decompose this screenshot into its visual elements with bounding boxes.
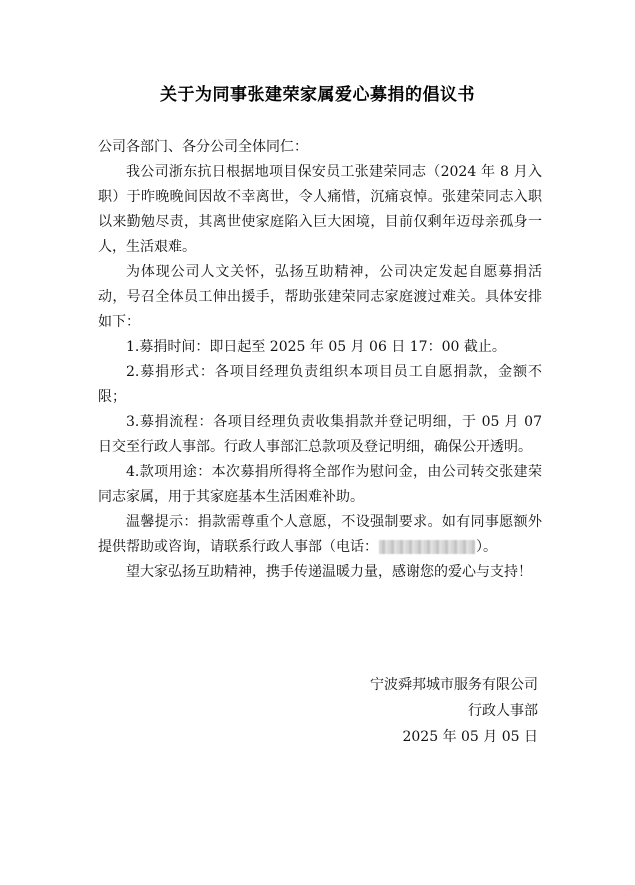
signature-date: 2025 年 05 月 05 日 [402, 729, 538, 745]
reminder [98, 510, 542, 560]
signature-company: 宁波舜邦城市服务有限公司 [370, 677, 538, 693]
signature-department: 行政人事部 [468, 703, 538, 719]
item-form: 2.募捐形式：各项目经理负责组织本项目员工自愿捐款，金额不限； [98, 364, 542, 405]
item-time: 1.募捐时间：即日起至 2025 年 05 月 06 日 17：00 截止。 [126, 339, 506, 355]
reminder-close: ）。 [476, 539, 497, 555]
paragraph-initiative: 为体现公司人文关怀，弘扬互助精神，公司决定发起自愿募捐活动，号召全体员工伸出援手，帮助张建荣同志家庭渡过难关。具体安排如下： [98, 264, 542, 330]
paragraph-intro: 我公司浙东抗日根据地项目保安员工张建荣同志（2024 年 8 月入职）于昨晚晚间因故不幸离世，令人痛惜，沉痛哀悼。张建荣同志入职以来勤勉尽责，其离世使家庭陷入巨大困境，目前仅剩年迈母亲孤身一人，生活艰难。 [98, 164, 542, 255]
redacted-phone [379, 540, 475, 554]
document-body [98, 135, 542, 585]
document-title: 关于为同事张建荣家属爱心募捐的倡议书 [160, 85, 475, 105]
item-process: 3.募捐流程：各项目经理负责收集捐款并登记明细，于 05 月 07 日交至行政人事部。行政人事部汇总款项及登记明细，确保公开透明。 [98, 414, 542, 455]
signature-block [370, 672, 538, 750]
greeting: 公司各部门、各分公司全体同仁： [98, 139, 308, 155]
reminder-text: 温馨提示：捐款需尊重个人意愿，不设强制要求。如有同事愿额外提供帮助或咨询，请联系行政人事部（电话： [98, 514, 542, 555]
item-usage: 4.款项用途：本次募捐所得将全部作为慰问金，由公司转交张建荣同志家属，用于其家庭基本生活困难补助。 [98, 464, 542, 505]
closing: 望大家弘扬互助精神，携手传递温暖力量，感谢您的爱心与支持！ [126, 564, 532, 580]
